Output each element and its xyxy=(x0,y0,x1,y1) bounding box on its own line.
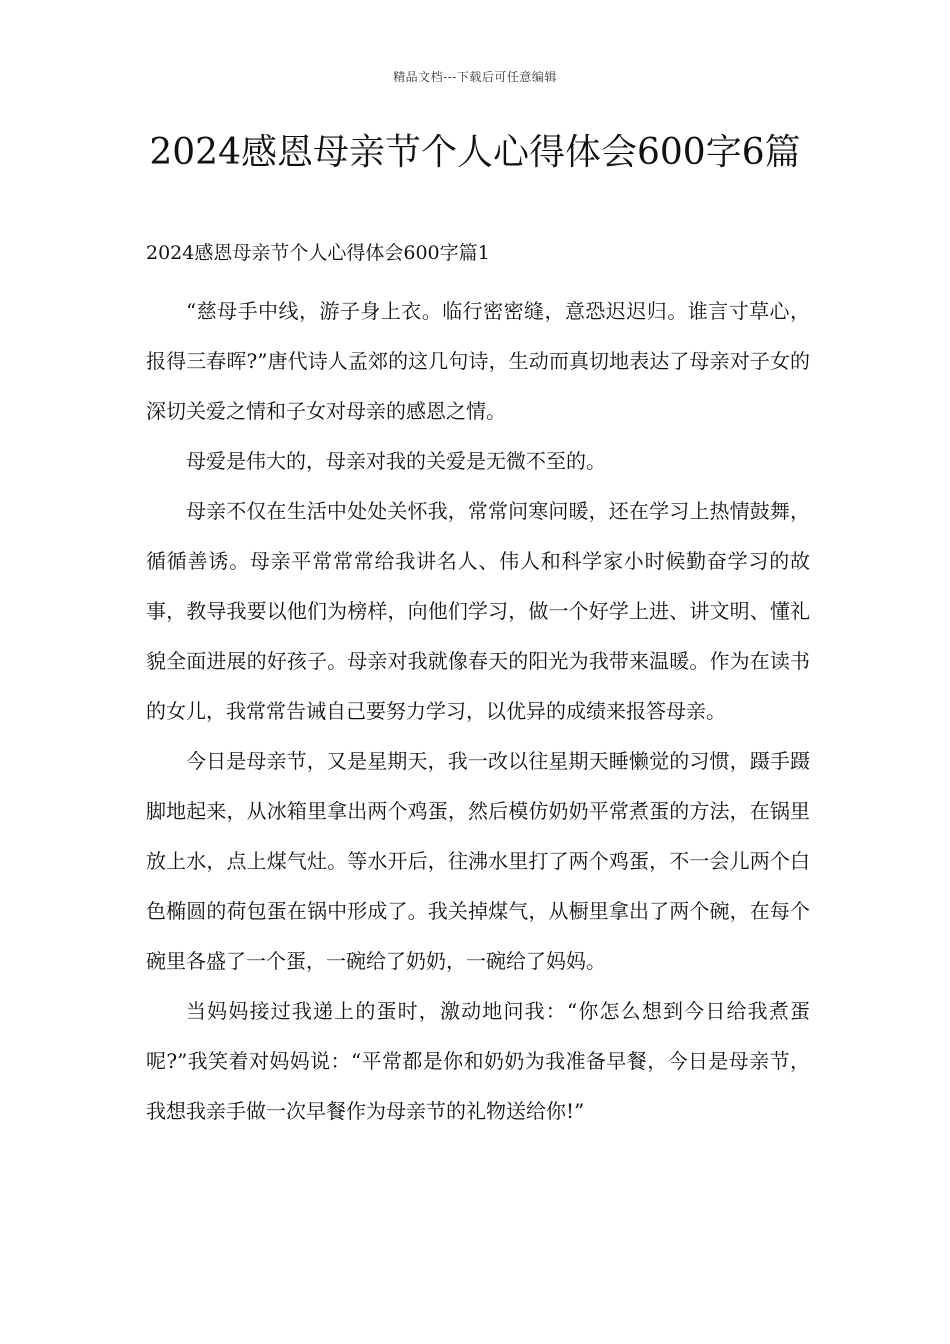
paragraph-5: 当妈妈接过我递上的蛋时，激动地问我：“你怎么想到今日给我煮蛋呢?”我笑着对妈妈说：“平常都是你和奶奶为我准备早餐，今日是母亲节，我想我亲手做一次早餐作为母亲节的礼物送给你!” xyxy=(146,999,810,1123)
section-heading: 2024感恩母亲节个人心得体会600字篇1 xyxy=(146,242,490,264)
paragraph-1: “慈母手中线，游子身上衣。临行密密缝，意恐迟迟归。谁言寸草心，报得三春晖?”唐代诗人孟郊的这几句诗，生动而真切地表达了母亲对子女的深切关爱之情和子女对母亲的感恩之情。 xyxy=(146,299,810,423)
paragraph-3: 母亲不仅在生活中处处关怀我，常常问寒问暖，还在学习上热情鼓舞，循循善诱。母亲平常常常给我讲名人、伟人和科学家小时候勤奋学习的故事，教导我要以他们为榜样，向他们学习，做一个好学上进、讲文明、懂礼貌全面进展的好孩子。母亲对我就像春天的阳光为我带来温暖。作为在读书的女儿，我常常告诫自己要努力学习，以优异的成绩来报答母亲。 xyxy=(146,499,810,723)
document-title: 2024感恩母亲节个人心得体会600字6篇 xyxy=(149,132,801,173)
paragraph-4: 今日是母亲节，又是星期天，我一改以往星期天睡懒觉的习惯，蹑手蹑脚地起来，从冰箱里拿出两个鸡蛋，然后模仿奶奶平常煮蛋的方法，在锅里放上水，点上煤气灶。等水开后，往沸水里打了两个鸡蛋，不一会儿两个白色椭圆的荷包蛋在锅中形成了。我关掉煤气，从橱里拿出了两个碗，在每个碗里各盛了一个蛋，一碗给了奶奶，一碗给了妈妈。 xyxy=(146,749,810,973)
paragraph-2: 母爱是伟大的，母亲对我的关爱是无微不至的。 xyxy=(186,449,606,473)
header-note: 精品文档---下载后可任意编辑 xyxy=(393,70,557,84)
article-body xyxy=(146,286,810,1136)
